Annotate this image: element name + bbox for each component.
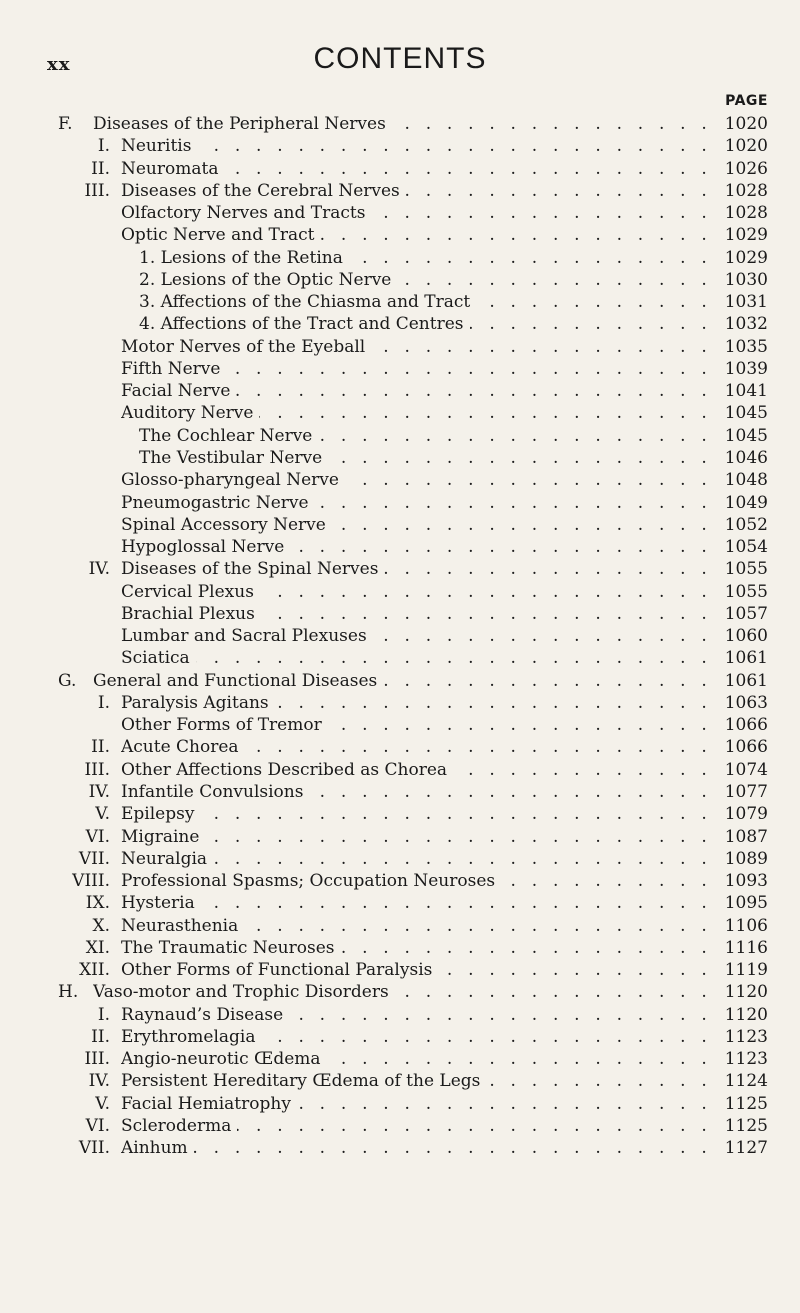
chapter-number: III. bbox=[84, 759, 110, 780]
toc-entry bbox=[0, 536, 800, 558]
toc-entry bbox=[0, 1026, 800, 1048]
entry-title bbox=[121, 492, 712, 514]
entry-title bbox=[121, 915, 712, 937]
entry-title bbox=[121, 959, 712, 981]
entry-title bbox=[121, 781, 712, 803]
entry-title bbox=[121, 736, 712, 758]
page-number: 1066 bbox=[714, 736, 768, 758]
entry-title-text: Migraine bbox=[121, 827, 205, 847]
entry-title-text: Neuritis bbox=[121, 136, 197, 156]
toc-entry bbox=[0, 247, 800, 269]
page-number: 1048 bbox=[714, 469, 768, 491]
entry-title-text: Optic Nerve and Tract bbox=[121, 225, 320, 245]
page-number: 1039 bbox=[714, 358, 768, 380]
entry-title-text: 3. Affections of the Chiasma and Tract bbox=[139, 292, 476, 312]
page-number: 1066 bbox=[714, 714, 768, 736]
page-number: 1020 bbox=[714, 135, 768, 157]
entry-title-text: 4. Affections of the Tract and Centres bbox=[139, 314, 470, 334]
toc-entry bbox=[0, 269, 800, 291]
entry-title-text: 1. Lesions of the Retina bbox=[139, 248, 349, 268]
page-number: 1123 bbox=[714, 1026, 768, 1048]
page-number: 1045 bbox=[714, 425, 768, 447]
entry-title-text: Spinal Accessory Nerve bbox=[121, 515, 332, 535]
toc-entry bbox=[0, 224, 800, 246]
entry-title-text: Erythromelagia bbox=[121, 1027, 262, 1047]
section-letter: F. bbox=[58, 114, 73, 134]
toc-entry bbox=[0, 469, 800, 491]
page-header bbox=[0, 42, 800, 82]
entry-title bbox=[121, 692, 712, 714]
toc-entry bbox=[0, 937, 800, 959]
chapter-number: I. bbox=[97, 692, 110, 713]
chapter-number: IV. bbox=[88, 559, 110, 580]
entry-title bbox=[93, 981, 712, 1003]
chapter-number: VII. bbox=[78, 1138, 110, 1159]
entry-title-text: Raynaud’s Disease bbox=[121, 1005, 289, 1025]
page-number: 1029 bbox=[714, 224, 768, 246]
entry-title bbox=[121, 1115, 712, 1137]
page-number: 1046 bbox=[714, 447, 768, 469]
chapter-number: VIII. bbox=[72, 871, 110, 892]
page-number: 1054 bbox=[714, 536, 768, 558]
chapter-number: I. bbox=[97, 1004, 110, 1025]
toc-entry bbox=[0, 670, 800, 692]
chapter-number: IV. bbox=[88, 781, 110, 802]
entry-title bbox=[121, 826, 712, 848]
toc-entry bbox=[0, 1070, 800, 1092]
entry-title bbox=[121, 158, 712, 180]
entry-title-text: Pneumogastric Nerve bbox=[121, 493, 315, 513]
entry-title-text: Neuralgia bbox=[121, 849, 213, 869]
entry-title bbox=[121, 759, 712, 781]
chapter-number: XII. bbox=[79, 960, 110, 981]
entry-title-text: The Cochlear Nerve bbox=[139, 426, 318, 446]
page-number: 1127 bbox=[714, 1137, 768, 1159]
page-number: 1095 bbox=[714, 892, 768, 914]
entry-title-text: Hysteria bbox=[121, 893, 201, 913]
chapter-number: IV. bbox=[88, 1071, 110, 1092]
entry-title bbox=[121, 1026, 712, 1048]
entry-title-text: Brachial Plexus bbox=[121, 604, 261, 624]
entry-title-text: Paralysis Agitans bbox=[121, 693, 275, 713]
entry-title bbox=[121, 1093, 712, 1115]
toc-entry bbox=[0, 558, 800, 580]
entry-title-text: Other Forms of Tremor bbox=[121, 715, 328, 735]
toc-entry bbox=[0, 447, 800, 469]
page-number: 1074 bbox=[714, 759, 768, 781]
entry-title-text: Cervical Plexus bbox=[121, 582, 260, 602]
toc-entry bbox=[0, 158, 800, 180]
entry-title bbox=[139, 269, 712, 291]
toc-entry bbox=[0, 892, 800, 914]
page-number: 1120 bbox=[714, 1004, 768, 1026]
entry-title-text: General and Functional Diseases bbox=[93, 671, 383, 691]
entry-title-text: Persistent Hereditary Œdema of the Legs bbox=[121, 1071, 486, 1091]
toc-entry bbox=[0, 380, 800, 402]
toc-entry bbox=[0, 581, 800, 603]
entry-title bbox=[121, 380, 712, 402]
toc-entry bbox=[0, 870, 800, 892]
page-number: 1087 bbox=[714, 826, 768, 848]
toc-entry bbox=[0, 603, 800, 625]
chapter-number: III. bbox=[84, 1049, 110, 1070]
entry-title-text: Other Forms of Functional Paralysis bbox=[121, 960, 438, 980]
page-number: 1060 bbox=[714, 625, 768, 647]
entry-title bbox=[121, 180, 712, 202]
toc-entry bbox=[0, 514, 800, 536]
page-folio: xx bbox=[47, 54, 71, 75]
entry-title-text: Auditory Nerve bbox=[121, 403, 259, 423]
entry-title bbox=[93, 113, 712, 135]
entry-title-text: 2. Lesions of the Optic Nerve bbox=[139, 270, 397, 290]
toc-entry bbox=[0, 492, 800, 514]
chapter-number: II. bbox=[91, 1026, 110, 1047]
page-number: 1063 bbox=[714, 692, 768, 714]
page-column-label: PAGE bbox=[725, 93, 768, 109]
entry-title bbox=[121, 402, 712, 424]
entry-title-text: Neuromata bbox=[121, 159, 224, 179]
chapter-number: VII. bbox=[78, 848, 110, 869]
page-number: 1041 bbox=[714, 380, 768, 402]
toc-entry bbox=[0, 736, 800, 758]
entry-title bbox=[121, 1048, 712, 1070]
entry-title-text: Epilepsy bbox=[121, 804, 200, 824]
entry-title-text: Lumbar and Sacral Plexuses bbox=[121, 626, 373, 646]
entry-title bbox=[121, 358, 712, 380]
entry-title-text: Diseases of the Peripheral Nerves bbox=[93, 114, 392, 134]
page-number: 1116 bbox=[714, 937, 768, 959]
entry-title bbox=[121, 647, 712, 669]
page-number: 1057 bbox=[714, 603, 768, 625]
page-number: 1123 bbox=[714, 1048, 768, 1070]
toc-entry bbox=[0, 1048, 800, 1070]
entry-title bbox=[139, 291, 712, 313]
section-letter: G. bbox=[58, 670, 77, 691]
toc-entry bbox=[0, 759, 800, 781]
toc-entry bbox=[0, 826, 800, 848]
page-number: 1125 bbox=[714, 1093, 768, 1115]
page-number: 1045 bbox=[714, 402, 768, 424]
entry-title-text: Scleroderma bbox=[121, 1116, 237, 1136]
entry-title bbox=[121, 581, 712, 603]
entry-title-text: Professional Spasms; Occupation Neuroses bbox=[121, 871, 501, 891]
page-number: 1052 bbox=[714, 514, 768, 536]
chapter-number: X. bbox=[92, 915, 110, 936]
entry-title bbox=[121, 536, 712, 558]
table-of-contents bbox=[0, 113, 800, 1159]
page-number: 1089 bbox=[714, 848, 768, 870]
toc-entry bbox=[0, 425, 800, 447]
entry-title-text: Sciatica bbox=[121, 648, 196, 668]
page-number: 1079 bbox=[714, 803, 768, 825]
toc-entry bbox=[0, 1004, 800, 1026]
entry-title-text: Infantile Convulsions bbox=[121, 782, 309, 802]
page-number: 1119 bbox=[714, 959, 768, 981]
chapter-number: II. bbox=[91, 158, 110, 179]
page-number: 1077 bbox=[714, 781, 768, 803]
entry-title bbox=[121, 625, 712, 647]
toc-entry bbox=[0, 358, 800, 380]
entry-title bbox=[121, 603, 712, 625]
toc-entry bbox=[0, 692, 800, 714]
entry-title bbox=[121, 224, 712, 246]
entry-title-text: Angio-neurotic Œdema bbox=[121, 1049, 327, 1069]
entry-title-text: Other Affections Described as Chorea bbox=[121, 760, 453, 780]
entry-title-text: Fifth Nerve bbox=[121, 359, 226, 379]
chapter-number: VI. bbox=[85, 826, 110, 847]
entry-title bbox=[121, 469, 712, 491]
page-number: 1020 bbox=[714, 113, 768, 135]
entry-title bbox=[121, 1070, 712, 1092]
entry-title-text: Olfactory Nerves and Tracts bbox=[121, 203, 371, 223]
entry-title-text: Diseases of the Cerebral Nerves bbox=[121, 181, 406, 201]
toc-entry bbox=[0, 781, 800, 803]
entry-title bbox=[121, 1004, 712, 1026]
toc-entry bbox=[0, 803, 800, 825]
toc-entry bbox=[0, 959, 800, 981]
toc-entry bbox=[0, 1137, 800, 1159]
entry-title bbox=[121, 848, 712, 870]
section-letter: H. bbox=[58, 982, 79, 1003]
entry-title bbox=[93, 670, 712, 692]
page-number: 1055 bbox=[714, 558, 768, 580]
page-number: 1055 bbox=[714, 581, 768, 603]
page-number: 1028 bbox=[714, 180, 768, 202]
entry-title-text: Glosso-pharyngeal Nerve bbox=[121, 470, 345, 490]
entry-title bbox=[121, 202, 712, 224]
toc-entry bbox=[0, 981, 800, 1003]
toc-entry bbox=[0, 135, 800, 157]
entry-title-text: Facial Nerve bbox=[121, 381, 236, 401]
toc-entry bbox=[0, 291, 800, 313]
toc-entry bbox=[0, 1093, 800, 1115]
chapter-number: II. bbox=[91, 737, 110, 758]
toc-entry bbox=[0, 915, 800, 937]
entry-title bbox=[121, 714, 712, 736]
toc-entry bbox=[0, 714, 800, 736]
entry-title bbox=[121, 558, 712, 580]
page-number: 1106 bbox=[714, 915, 768, 937]
toc-entry bbox=[0, 647, 800, 669]
entry-title-text: Ainhum bbox=[121, 1138, 194, 1158]
page-number: 1093 bbox=[714, 870, 768, 892]
chapter-number: I. bbox=[97, 136, 110, 157]
entry-title-text: Diseases of the Spinal Nerves bbox=[121, 559, 384, 579]
page-number: 1028 bbox=[714, 202, 768, 224]
entry-title bbox=[121, 937, 712, 959]
page-number: 1029 bbox=[714, 247, 768, 269]
toc-entry bbox=[0, 336, 800, 358]
chapter-number: IX. bbox=[85, 893, 110, 914]
entry-title bbox=[121, 135, 712, 157]
entry-title bbox=[121, 336, 712, 358]
chapter-number: V. bbox=[95, 1093, 110, 1114]
entry-title-text: The Traumatic Neuroses bbox=[121, 938, 341, 958]
toc-entry bbox=[0, 113, 800, 135]
toc-entry bbox=[0, 202, 800, 224]
entry-title-text: Acute Chorea bbox=[121, 737, 245, 757]
toc-entry bbox=[0, 313, 800, 335]
page-number: 1030 bbox=[714, 269, 768, 291]
page-number: 1125 bbox=[714, 1115, 768, 1137]
chapter-number: XI. bbox=[85, 937, 110, 958]
chapter-number: III. bbox=[84, 180, 110, 201]
entry-title bbox=[121, 514, 712, 536]
toc-entry bbox=[0, 180, 800, 202]
page-number: 1124 bbox=[714, 1070, 768, 1092]
entry-title-text: The Vestibular Nerve bbox=[139, 448, 328, 468]
page-number: 1120 bbox=[714, 981, 768, 1003]
chapter-number: V. bbox=[95, 804, 110, 825]
entry-title bbox=[121, 803, 712, 825]
entry-title-text: Hypoglossal Nerve bbox=[121, 537, 290, 557]
entry-title-text: Facial Hemiatrophy bbox=[121, 1094, 297, 1114]
toc-entry bbox=[0, 848, 800, 870]
entry-title-text: Vaso-motor and Trophic Disorders bbox=[93, 982, 395, 1002]
entry-title bbox=[139, 247, 712, 269]
entry-title bbox=[139, 447, 712, 469]
toc-entry bbox=[0, 625, 800, 647]
entry-title-text: Neurasthenia bbox=[121, 916, 244, 936]
page-number: 1061 bbox=[714, 670, 768, 692]
entry-title-text: Motor Nerves of the Eyeball bbox=[121, 337, 371, 357]
entry-title bbox=[121, 870, 712, 892]
entry-title bbox=[121, 892, 712, 914]
toc-entry bbox=[0, 402, 800, 424]
entry-title bbox=[139, 313, 712, 335]
chapter-number: VI. bbox=[85, 1115, 110, 1136]
page-number: 1035 bbox=[714, 336, 768, 358]
page-number: 1061 bbox=[714, 647, 768, 669]
running-title: CONTENTS bbox=[313, 42, 487, 75]
page-number: 1049 bbox=[714, 492, 768, 514]
page-number: 1031 bbox=[714, 291, 768, 313]
entry-title bbox=[139, 425, 712, 447]
page-number: 1026 bbox=[714, 158, 768, 180]
toc-entry bbox=[0, 1115, 800, 1137]
page-number: 1032 bbox=[714, 313, 768, 335]
entry-title bbox=[121, 1137, 712, 1159]
